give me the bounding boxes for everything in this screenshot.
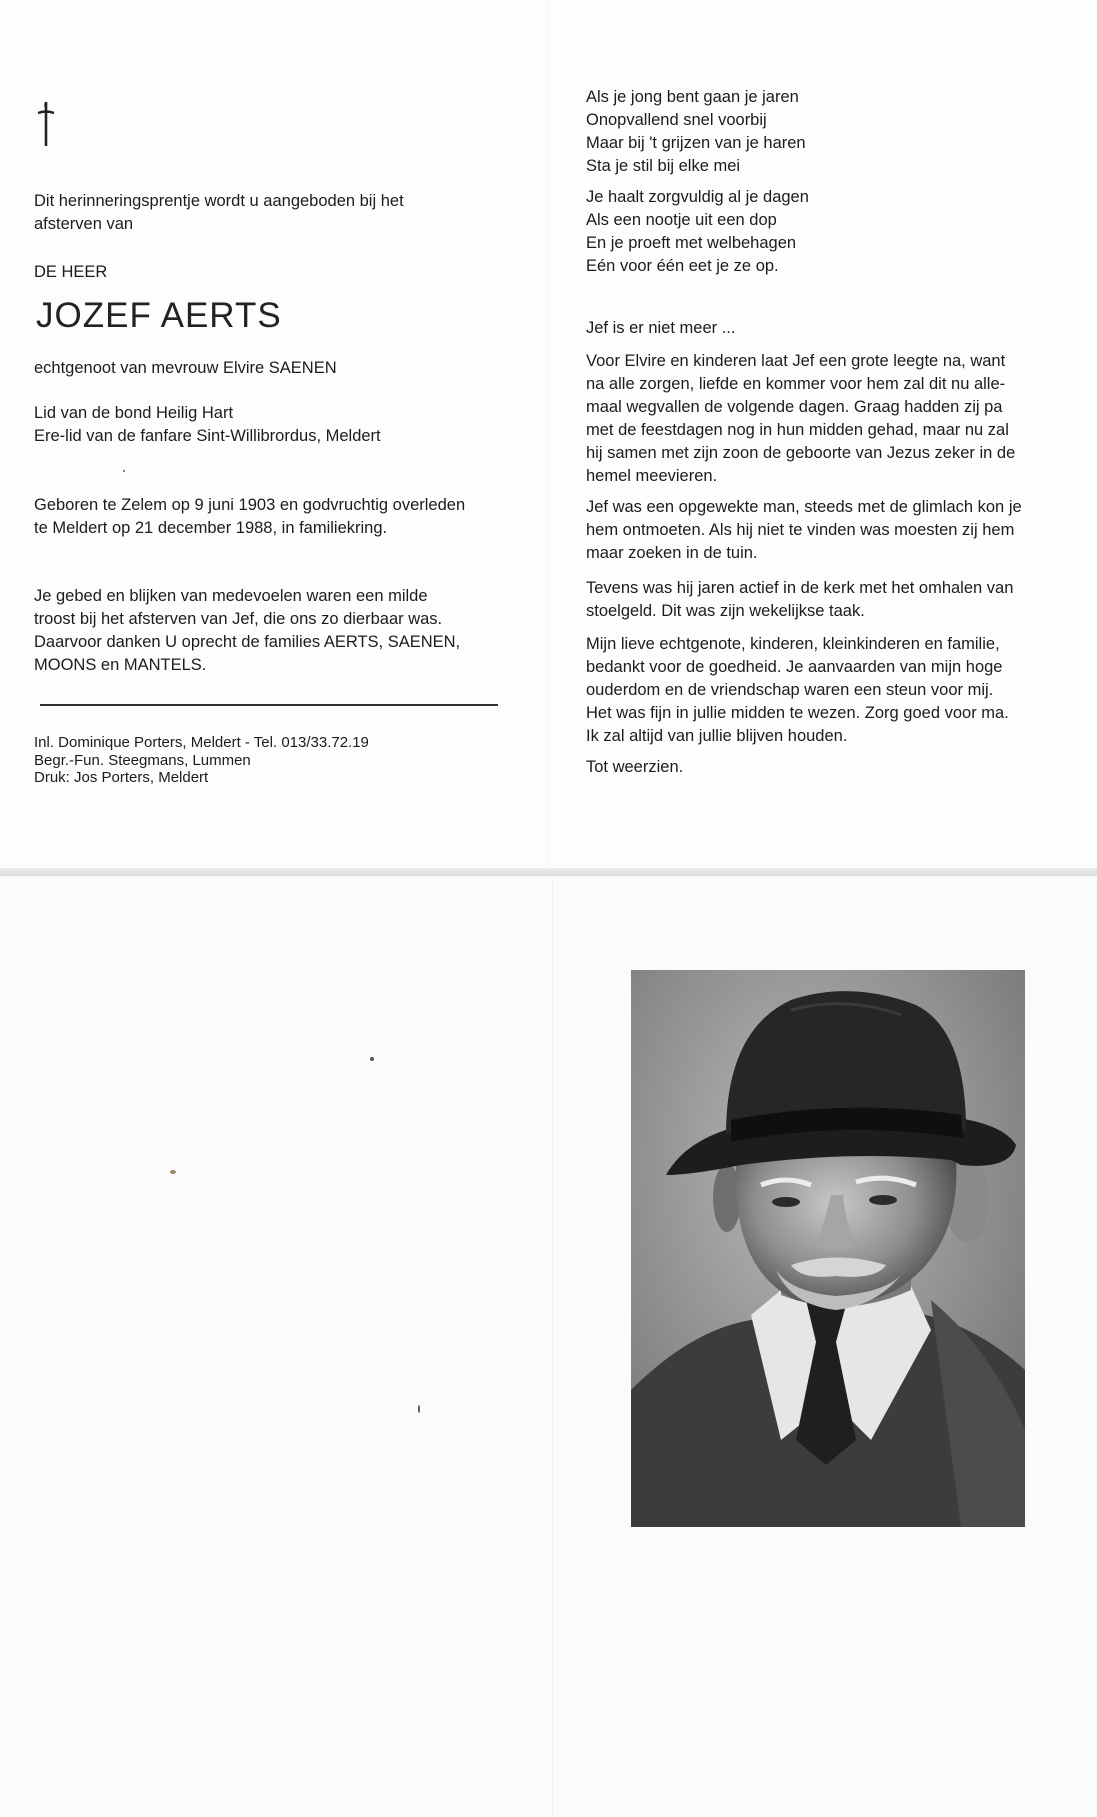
poem-line: En je proeft met welbehagen	[586, 234, 797, 252]
message-line: hij samen met zijn zoon de geboorte van Jezus zeker in de	[586, 444, 1016, 462]
birth-death-line: te Meldert op 21 december 1988, in familiekring.	[34, 519, 388, 537]
thanks-line: troost bij het afsterven van Jef, die ons zo dierbaar was.	[34, 610, 443, 628]
fold-crease-outer	[552, 876, 553, 1817]
deceased-name: JOZEF AERTS	[36, 296, 282, 335]
birth-death-line: Geboren te Zelem op 9 juni 1903 en godvruchtig overleden	[34, 496, 466, 514]
paper-speck	[123, 470, 125, 472]
message-line: met de feestdagen nog in hun midden gehad, maar nu zal	[586, 421, 1009, 439]
card-fold	[0, 868, 1097, 876]
portrait-illustration	[631, 970, 1025, 1527]
message-line: Het was fijn in jullie midden te wezen. Zorg goed voor ma.	[586, 704, 1009, 722]
poem-line: Maar bij 't grijzen van je haren	[586, 134, 806, 152]
paper-speck	[370, 1057, 374, 1061]
message-line: Mijn lieve echtgenote, kinderen, kleinkinderen en familie,	[586, 635, 1000, 653]
message-line: hemel meevieren.	[586, 467, 718, 485]
intro-line: afsterven van	[34, 215, 134, 233]
message-line: Tevens was hij jaren actief in de kerk met het omhalen van	[586, 579, 1014, 597]
message-line: Jef was een opgewekte man, steeds met de glimlach kon je	[586, 498, 1022, 516]
message-line: maal wegvallen de volgende dagen. Graag hadden zij pa	[586, 398, 1003, 416]
message-closing-line: Tot weerzien.	[586, 758, 684, 776]
message-line: hem ontmoeten. Als hij niet te vinden was moesten zij hem	[586, 521, 1015, 539]
membership-line: Ere-lid van de fanfare Sint-Willibrordus, Meldert	[34, 427, 381, 445]
paper-speck	[170, 1170, 176, 1174]
message-line: maar zoeken in de tuin.	[586, 544, 758, 562]
credit-line: Begr.-Fun. Steegmans, Lummen	[34, 751, 251, 769]
poem-line: Eén voor één eet je ze op.	[586, 257, 779, 275]
message-line: ouderdom en de vriendschap waren een steun voor mij.	[586, 681, 994, 699]
message-line: na alle zorgen, liefde en kommer voor hem zal dit nu alle-	[586, 375, 1006, 393]
poem-line: Onopvallend snel voorbij	[586, 111, 767, 129]
spouse-line: echtgenoot van mevrouw Elvire SAENEN	[34, 359, 337, 377]
intro-line: Dit herinneringsprentje wordt u aangeboden bij het	[34, 192, 404, 210]
message-opening-line: Jef is er niet meer ...	[586, 319, 736, 337]
cross-icon	[36, 100, 56, 148]
paper-speck	[418, 1405, 420, 1413]
honorific: DE HEER	[34, 263, 108, 281]
message-line: Ik zal altijd van jullie blijven houden.	[586, 727, 848, 745]
poem-line: Je haalt zorgvuldig al je dagen	[586, 188, 809, 206]
poem-line: Sta je stil bij elke mei	[586, 157, 741, 175]
divider-rule	[40, 704, 498, 706]
credit-line: Inl. Dominique Porters, Meldert - Tel. 013/33.72.19	[34, 734, 369, 751]
portrait-photo	[631, 970, 1025, 1527]
poem-line: Als een nootje uit een dop	[586, 211, 777, 229]
membership-line: Lid van de bond Heilig Hart	[34, 404, 234, 422]
thanks-line: Je gebed en blijken van medevoelen waren een milde	[34, 587, 428, 605]
message-line: bedankt voor de goedheid. Je aanvaarden van mijn hoge	[586, 658, 1003, 676]
thanks-line: Daarvoor danken U oprecht de families AERTS, SAENEN,	[34, 633, 461, 651]
message-line: Voor Elvire en kinderen laat Jef een grote leegte na, want	[586, 352, 1006, 370]
fold-crease	[548, 0, 549, 868]
message-line: stoelgeld. Dit was zijn wekelijkse taak.	[586, 602, 865, 620]
thanks-line: MOONS en MANTELS.	[34, 656, 207, 674]
credit-line: Druk: Jos Porters, Meldert	[34, 769, 209, 786]
poem-line: Als je jong bent gaan je jaren	[586, 88, 799, 106]
